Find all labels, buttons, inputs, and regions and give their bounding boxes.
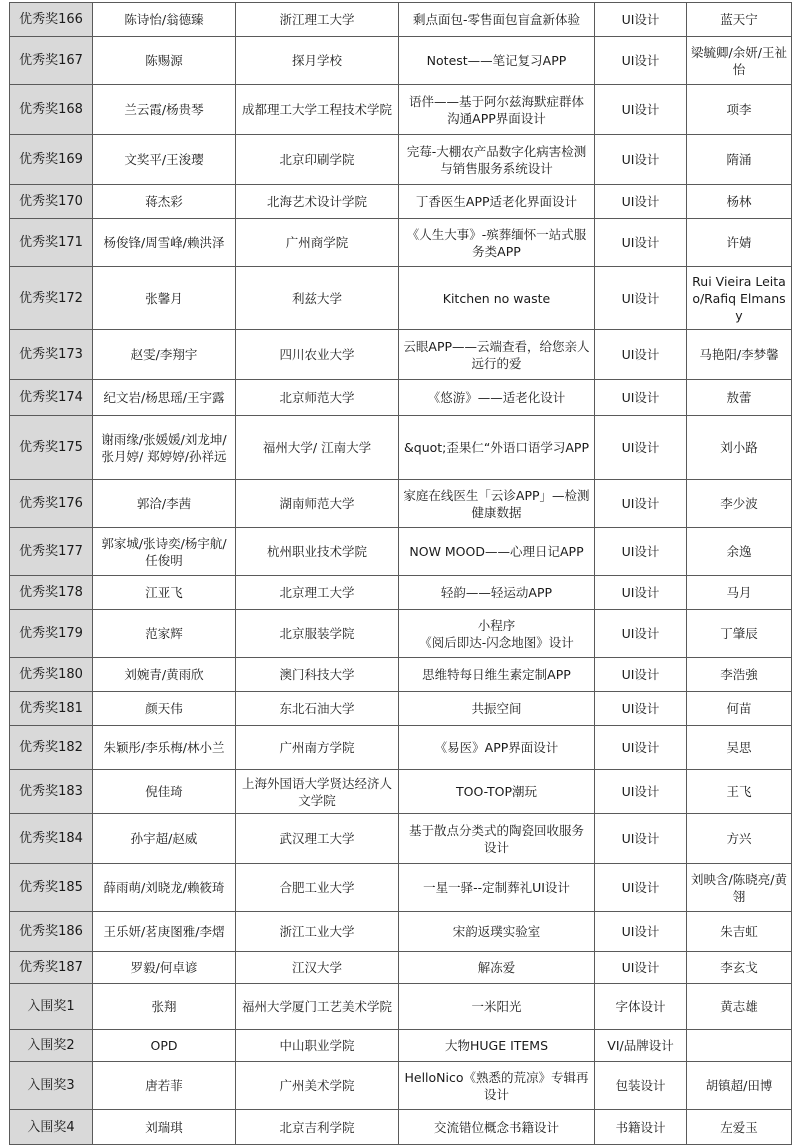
mentor-cell: 胡镇超/田博 [687,1062,792,1110]
table-row [10,528,792,576]
award-cell: 优秀奖177 [10,528,93,576]
school-cell: 湖南师范大学 [236,480,399,528]
school-cell: 北京吉利学院 [236,1110,399,1145]
award-cell: 优秀奖187 [10,952,93,984]
work-title-cell: 小程序 《阅后即达-闪念地图》设计 [399,610,595,658]
category-cell: UI设计 [595,480,687,528]
category-cell: UI设计 [595,814,687,864]
mentor-cell: 左爱玉 [687,1110,792,1145]
author-cell: 蒋杰彩 [93,185,236,219]
school-cell: 合肥工业大学 [236,864,399,912]
school-cell: 浙江工业大学 [236,912,399,952]
work-title-cell: 解冻爱 [399,952,595,984]
work-title-cell: &quot;歪果仁“外语口语学习APP [399,416,595,480]
school-cell: 北京服装学院 [236,610,399,658]
table-row [10,1110,792,1145]
mentor-cell: 许婧 [687,219,792,267]
mentor-cell: 隋涌 [687,135,792,185]
award-cell: 优秀奖180 [10,658,93,692]
author-cell: 唐若菲 [93,1062,236,1110]
work-title-cell: 家庭在线医生「云诊APP」—检测健康数据 [399,480,595,528]
category-cell: UI设计 [595,864,687,912]
award-cell: 优秀奖166 [10,3,93,37]
work-title-cell: HelloNico《熟悉的荒凉》专辑再设计 [399,1062,595,1110]
mentor-cell: 丁肇辰 [687,610,792,658]
author-cell: 谢雨缘/张媛媛/刘龙坤/张月婷/ 郑婷婷/孙祥远 [93,416,236,480]
school-cell: 福州大学厦门工艺美术学院 [236,984,399,1030]
author-cell: OPD [93,1030,236,1062]
author-cell: 朱颖彤/李乐梅/林小兰 [93,726,236,770]
category-cell: UI设计 [595,85,687,135]
school-cell: 广州商学院 [236,219,399,267]
category-cell: UI设计 [595,416,687,480]
category-cell: UI设计 [595,380,687,416]
table-row [10,726,792,770]
table-row [10,984,792,1030]
work-title-cell: 轻韵——轻运动APP [399,576,595,610]
work-title-cell: 语伴——基于阿尔兹海默症群体沟通APP界面设计 [399,85,595,135]
award-cell: 优秀奖171 [10,219,93,267]
author-cell: 范家辉 [93,610,236,658]
category-cell: 书籍设计 [595,1110,687,1145]
school-cell: 北海艺术设计学院 [236,185,399,219]
mentor-cell: 余逸 [687,528,792,576]
school-cell: 浙江理工大学 [236,3,399,37]
author-cell: 罗毅/何卓谚 [93,952,236,984]
table-row [10,1062,792,1110]
category-cell: VI/品牌设计 [595,1030,687,1062]
mentor-cell: 敖蕾 [687,380,792,416]
category-cell: UI设计 [595,658,687,692]
award-cell: 优秀奖169 [10,135,93,185]
author-cell: 陈赐源 [93,37,236,85]
category-cell: UI设计 [595,219,687,267]
mentor-cell: 王飞 [687,770,792,814]
award-cell: 优秀奖181 [10,692,93,726]
table-row [10,814,792,864]
category-cell: UI设计 [595,185,687,219]
school-cell: 探月学校 [236,37,399,85]
work-title-cell: 《悠游》——适老化设计 [399,380,595,416]
mentor-cell: 杨林 [687,185,792,219]
category-cell: 字体设计 [595,984,687,1030]
author-cell: 江亚飞 [93,576,236,610]
table-row [10,1030,792,1062]
mentor-cell: 方兴 [687,814,792,864]
award-cell: 优秀奖167 [10,37,93,85]
mentor-cell: 李玄戈 [687,952,792,984]
award-cell: 优秀奖174 [10,380,93,416]
author-cell: 兰云霞/杨贵琴 [93,85,236,135]
table-row [10,658,792,692]
school-cell: 四川农业大学 [236,330,399,380]
school-cell: 广州南方学院 [236,726,399,770]
work-title-cell: 交流错位概念书籍设计 [399,1110,595,1145]
work-title-cell: 完莓-大棚农产品数字化病害检测与销售服务系统设计 [399,135,595,185]
category-cell: UI设计 [595,692,687,726]
author-cell: 赵雯/李翔宇 [93,330,236,380]
work-title-cell: 云眼APP——云端查看，给您亲人远行的爱 [399,330,595,380]
award-cell: 优秀奖173 [10,330,93,380]
mentor-cell: 梁毓卿/余妍/王祉怡 [687,37,792,85]
school-cell: 广州美术学院 [236,1062,399,1110]
category-cell: UI设计 [595,135,687,185]
award-cell: 入围奖3 [10,1062,93,1110]
table-row [10,185,792,219]
table-row [10,380,792,416]
author-cell: 孙宇超/赵威 [93,814,236,864]
award-table-body [10,3,792,1145]
author-cell: 文奖平/王浚璎 [93,135,236,185]
work-title-cell: NOW MOOD——心理日记APP [399,528,595,576]
mentor-cell: 蓝天宁 [687,3,792,37]
table-row [10,330,792,380]
category-cell: UI设计 [595,3,687,37]
author-cell: 郭家城/张诗奕/杨宇航/任俊明 [93,528,236,576]
school-cell: 中山职业学院 [236,1030,399,1062]
school-cell: 武汉理工大学 [236,814,399,864]
category-cell: UI设计 [595,912,687,952]
school-cell: 上海外国语大学贤达经济人文学院 [236,770,399,814]
table-row [10,135,792,185]
mentor-cell: 项李 [687,85,792,135]
award-cell: 优秀奖176 [10,480,93,528]
mentor-cell: 何苗 [687,692,792,726]
table-row [10,85,792,135]
school-cell: 北京理工大学 [236,576,399,610]
work-title-cell: 剩点面包-零售面包盲盒新体验 [399,3,595,37]
author-cell: 郭洽/李茜 [93,480,236,528]
mentor-cell: 黄志雄 [687,984,792,1030]
award-cell: 入围奖4 [10,1110,93,1145]
work-title-cell: Kitchen no waste [399,267,595,330]
school-cell: 成都理工大学工程技术学院 [236,85,399,135]
award-cell: 优秀奖170 [10,185,93,219]
author-cell: 薛雨萌/刘晓龙/赖筱琦 [93,864,236,912]
category-cell: UI设计 [595,267,687,330]
author-cell: 陈诗怡/翁德臻 [93,3,236,37]
work-title-cell: 《人生大事》-殡葬缅怀一站式服务类APP [399,219,595,267]
work-title-cell: 一星一驿--定制葬礼UI设计 [399,864,595,912]
school-cell: 北京师范大学 [236,380,399,416]
work-title-cell: 丁香医生APP适老化界面设计 [399,185,595,219]
category-cell: UI设计 [595,726,687,770]
table-row [10,416,792,480]
author-cell: 刘瑞琪 [93,1110,236,1145]
award-cell: 优秀奖172 [10,267,93,330]
award-cell: 优秀奖168 [10,85,93,135]
school-cell: 福州大学/ 江南大学 [236,416,399,480]
table-row [10,3,792,37]
mentor-cell: 李浩強 [687,658,792,692]
award-table [9,2,792,1145]
school-cell: 东北石油大学 [236,692,399,726]
author-cell: 倪佳琦 [93,770,236,814]
award-cell: 优秀奖184 [10,814,93,864]
category-cell: 包装设计 [595,1062,687,1110]
category-cell: UI设计 [595,37,687,85]
award-cell: 优秀奖183 [10,770,93,814]
award-cell: 优秀奖175 [10,416,93,480]
author-cell: 刘婉青/黄雨欣 [93,658,236,692]
table-row [10,37,792,85]
author-cell: 纪文岩/杨思瑶/王宇露 [93,380,236,416]
award-list [9,2,791,1145]
award-cell: 优秀奖182 [10,726,93,770]
school-cell: 澳门科技大学 [236,658,399,692]
mentor-cell: 吴思 [687,726,792,770]
award-cell: 优秀奖179 [10,610,93,658]
mentor-cell: 刘映含/陈晓亮/黄翎 [687,864,792,912]
category-cell: UI设计 [595,952,687,984]
work-title-cell: 《易医》APP界面设计 [399,726,595,770]
award-cell: 优秀奖178 [10,576,93,610]
table-row [10,610,792,658]
work-title-cell: Notest——笔记复习APP [399,37,595,85]
mentor-cell: 李少波 [687,480,792,528]
mentor-cell: 马月 [687,576,792,610]
author-cell: 王乐妍/茗庚图雅/李熠 [93,912,236,952]
table-row [10,864,792,912]
award-cell: 入围奖1 [10,984,93,1030]
award-cell: 优秀奖186 [10,912,93,952]
mentor-cell: Rui Vieira Leitao/Rafiq Elmansy [687,267,792,330]
award-cell: 优秀奖185 [10,864,93,912]
category-cell: UI设计 [595,610,687,658]
author-cell: 张馨月 [93,267,236,330]
category-cell: UI设计 [595,770,687,814]
work-title-cell: 基于散点分类式的陶瓷回收服务设计 [399,814,595,864]
mentor-cell: 刘小路 [687,416,792,480]
category-cell: UI设计 [595,576,687,610]
award-cell: 入围奖2 [10,1030,93,1062]
work-title-cell: 宋韵返璞实验室 [399,912,595,952]
category-cell: UI设计 [595,330,687,380]
school-cell: 北京印刷学院 [236,135,399,185]
table-row [10,912,792,952]
author-cell: 张翔 [93,984,236,1030]
table-row [10,576,792,610]
category-cell: UI设计 [595,528,687,576]
author-cell: 颜天伟 [93,692,236,726]
mentor-cell: 马艳阳/李梦馨 [687,330,792,380]
mentor-cell: 朱吉虹 [687,912,792,952]
school-cell: 杭州职业技术学院 [236,528,399,576]
table-row [10,770,792,814]
table-row [10,480,792,528]
work-title-cell: 大物HUGE ITEMS [399,1030,595,1062]
work-title-cell: 思维特每日维生素定制APP [399,658,595,692]
table-row [10,952,792,984]
author-cell: 杨俊锋/周雪峰/赖洪泽 [93,219,236,267]
table-row [10,267,792,330]
table-row [10,219,792,267]
table-row [10,692,792,726]
school-cell: 江汉大学 [236,952,399,984]
work-title-cell: 共振空间 [399,692,595,726]
mentor-cell [687,1030,792,1062]
work-title-cell: TOO-TOP潮玩 [399,770,595,814]
school-cell: 利兹大学 [236,267,399,330]
work-title-cell: 一米阳光 [399,984,595,1030]
